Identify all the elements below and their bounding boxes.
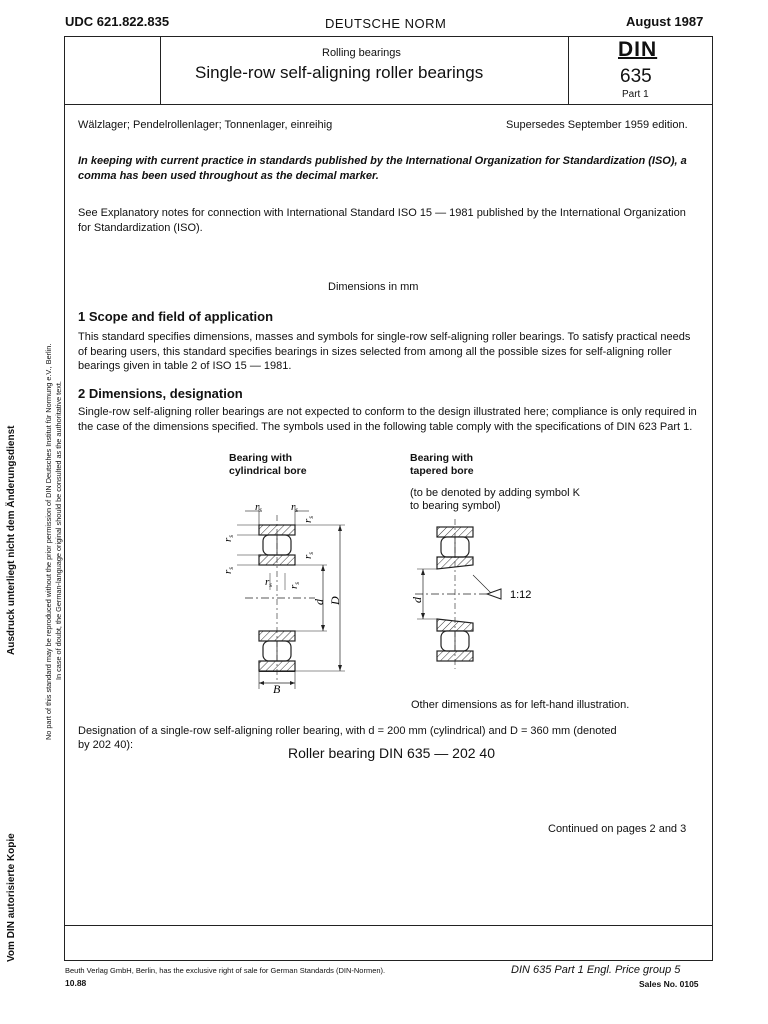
label-rs-1: rs [255, 501, 263, 514]
edition-code: 10.88 [65, 978, 87, 988]
label-d: d [312, 599, 326, 605]
label-D: D [328, 596, 342, 605]
udc-number: UDC 621.822.835 [65, 14, 170, 29]
issue-date: August 1987 [626, 14, 704, 29]
designation-example: Roller bearing DIN 635 — 202 40 [288, 745, 496, 761]
footer-divider [64, 925, 713, 926]
subject-label: Rolling bearings [322, 47, 401, 59]
designation-text-line-1: Designation of a single-row self-aligning roller bearing, with d = 200 mm (cylindrical) and D = 360 mm (denoted [78, 725, 617, 737]
designation-text-line-2: by 202 40): [78, 739, 134, 751]
standard-part: Part 1 [622, 89, 649, 100]
norm-label: DEUTSCHE NORM [325, 16, 447, 31]
right-note-line-2: to bearing symbol) [410, 500, 501, 512]
label-rs-2: rs [291, 501, 299, 514]
cylindrical-bore-drawing [215, 495, 355, 695]
reproduction-notice: No part of this standard may be reproduced without the prior permission of DIN Deutsches Institut für Normung e.V., Berlin. [44, 343, 53, 740]
standard-number: 635 [620, 66, 652, 87]
authorized-copy-notice: Vom DIN autorisierte Kopie [6, 833, 17, 962]
label-rs-7: rs [302, 515, 315, 523]
label-rs-3: rs [222, 534, 235, 542]
continued-note: Continued on pages 2 and 3 [548, 823, 687, 835]
title-block-divider [64, 104, 713, 105]
left-caption-line-1: Bearing with [229, 452, 293, 464]
right-caption-line-1: Bearing with [410, 452, 474, 464]
section-1-heading: 1 Scope and field of application [78, 309, 274, 324]
supersedes-note: Supersedes September 1959 edition. [506, 119, 688, 131]
label-rs-4: rs [222, 566, 235, 574]
authoritative-text-notice: In case of doubt, the German-language original should be consulted as the authoritative text. [54, 381, 63, 680]
document-reference: DIN 635 Part 1 Engl. Price group 5 [511, 964, 681, 976]
publisher-note: Beuth Verlag GmbH, Berlin, has the exclusive right of sale for German Standards (DIN-Normen). [65, 966, 386, 975]
dimensions-note: Dimensions in mm [328, 281, 419, 293]
title-block-left-divider [160, 36, 161, 104]
section-2-heading: 2 Dimensions, designation [78, 386, 243, 401]
document-title: Single-row self-aligning roller bearings [195, 63, 484, 82]
other-dimensions-note: Other dimensions as for left-hand illustration. [411, 699, 630, 711]
label-rs-6: rs [288, 581, 301, 589]
no-update-notice: Ausdruck unterliegt nicht dem Änderungsdienst [6, 425, 17, 655]
label-B: B [273, 682, 281, 695]
left-caption-line-2: cylindrical bore [229, 465, 307, 477]
right-note-line-1: (to be denoted by adding symbol K [410, 487, 581, 499]
section-2-body: Single-row self-aligning roller bearings are not expected to conform to the design illustrated here; compliance is only required in the case of the dimensions specified. The symbols used in the following table comply with the specifications of DIN 623 Part 1. [78, 406, 697, 433]
title-block-right-divider [568, 36, 569, 104]
label-rs-8: rs [302, 551, 315, 559]
sales-number: Sales No. 0105 [639, 979, 699, 989]
din-logo: DIN [618, 38, 658, 61]
section-1-body: This standard specifies dimensions, masses and symbols for single-row self-aligning roller bearings. To satisfy practical needs of bearing users, this standard specifies bearings in sizes selected from among all the possible sizes for self-aligning roller bearings given in table 2 of ISO 15 — 1981. [78, 331, 691, 372]
label-rs-5: rs [265, 576, 273, 589]
right-caption-line-2: tapered bore [410, 465, 474, 477]
explanatory-note: See Explanatory notes for connection with International Standard ISO 15 — 1981 published by the International Organization for Standardization (ISO). [78, 207, 686, 234]
german-title: Wälzlager; Pendelrollenlager; Tonnenlager, einreihig [78, 119, 333, 131]
label-d-tapered: d [410, 597, 424, 603]
iso-decimal-note: In keeping with current practice in standards published by the International Organization for Standardization (ISO), a comma has been used throughout as the decimal marker. [78, 155, 687, 182]
tapered-bore-drawing [395, 515, 545, 675]
taper-ratio: 1:12 [510, 589, 532, 601]
